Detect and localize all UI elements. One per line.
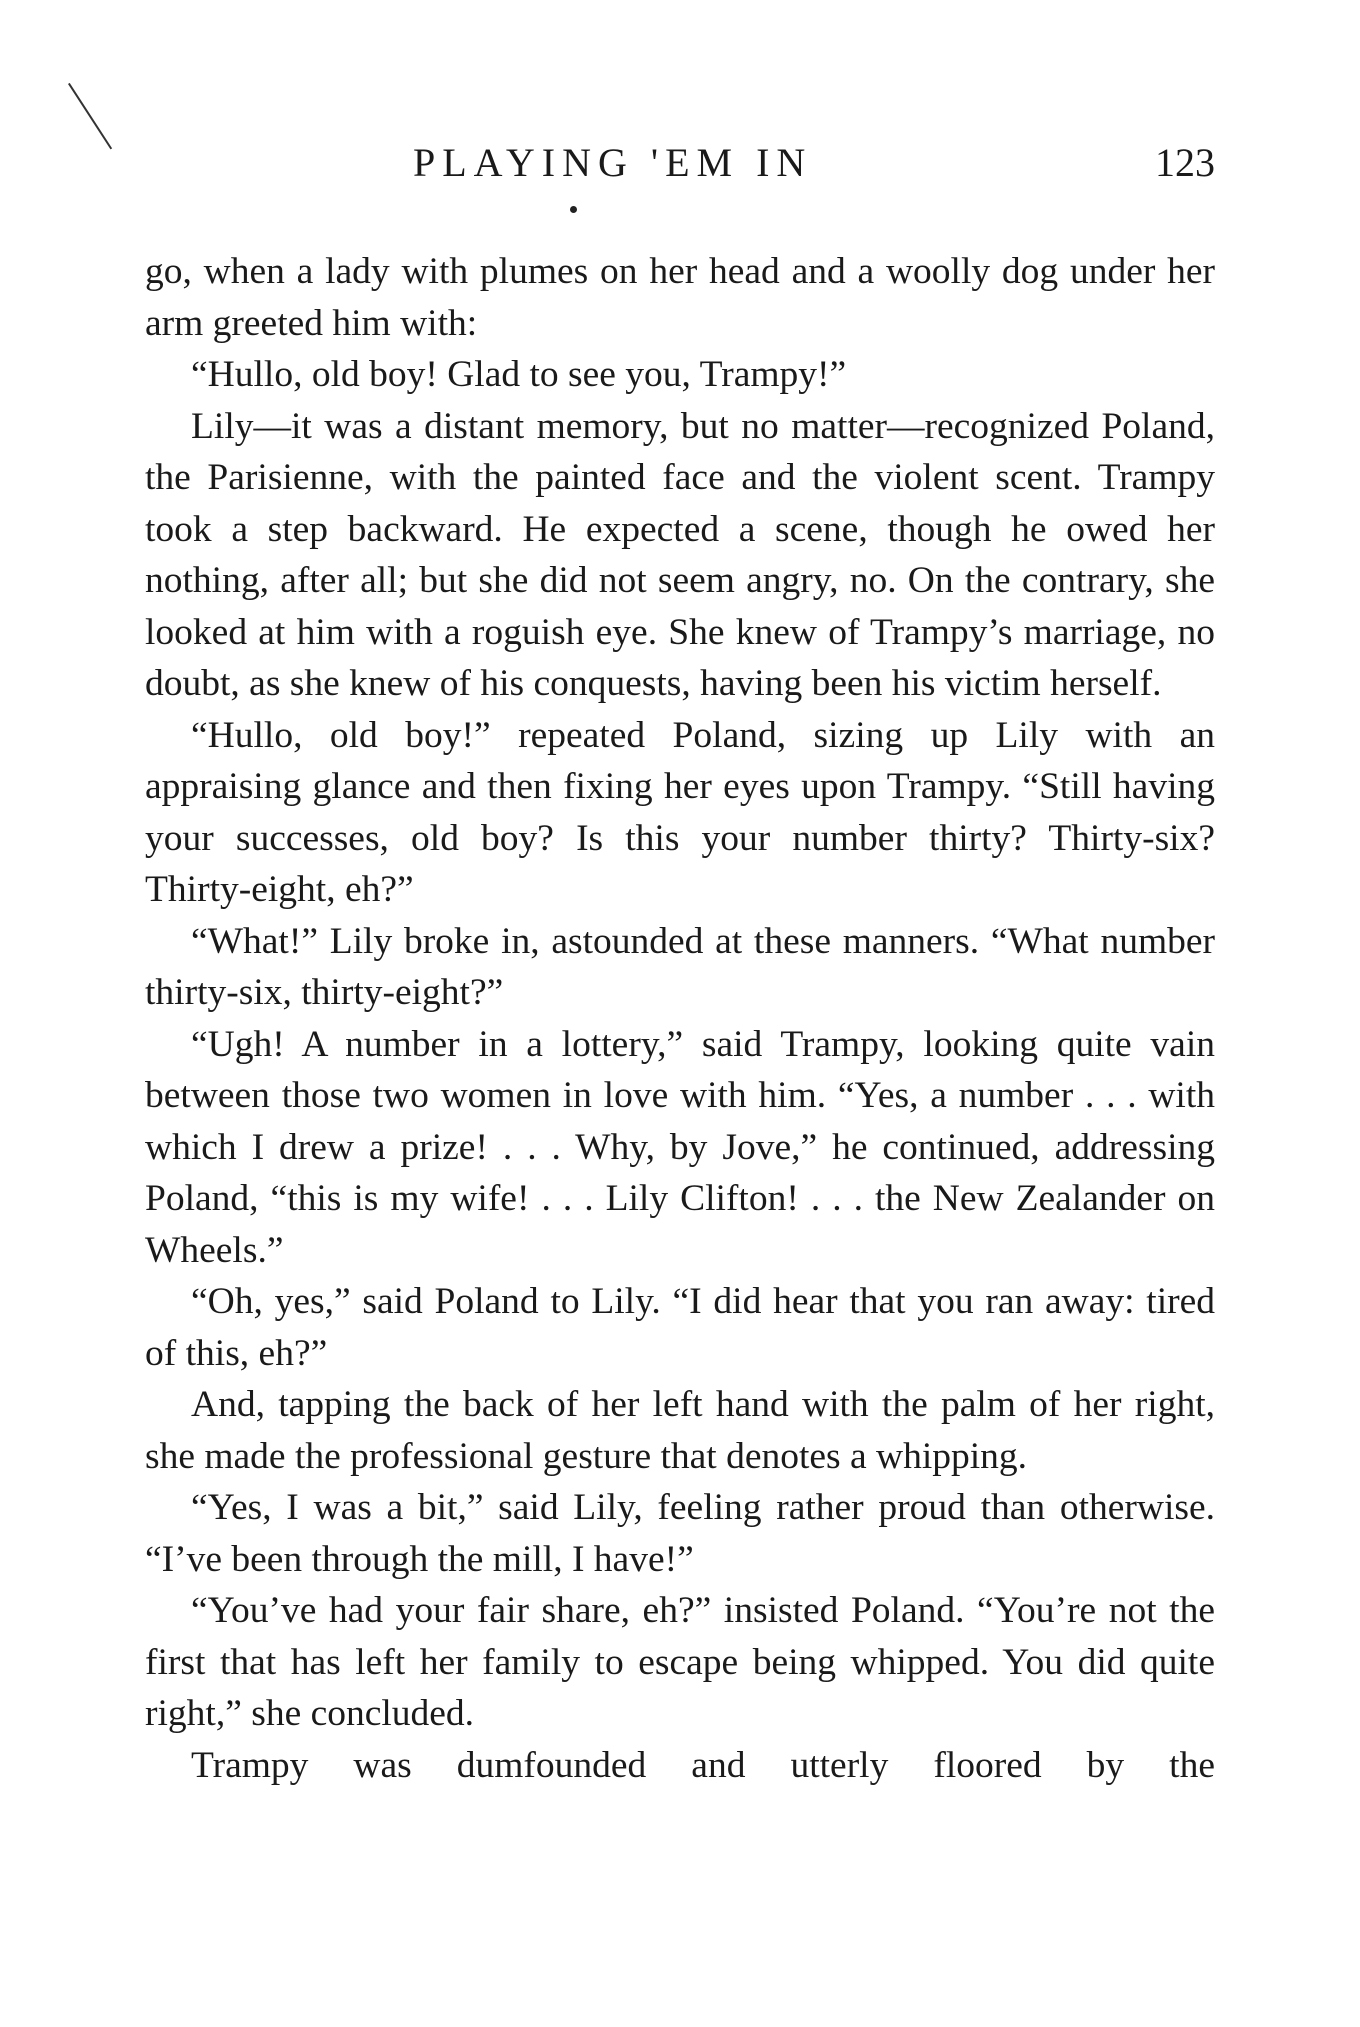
- paragraph: “Oh, yes,” said Poland to Lily. “I did hear that you ran away: tired of this, eh?”: [145, 1281, 1215, 1374]
- ink-speck: [570, 206, 577, 213]
- paragraph: “Yes, I was a bit,” said Lily, feeling rather proud than otherwise. “I’ve been through the mill, I have!”: [145, 1487, 1215, 1580]
- paragraph: go, when a lady with plumes on her head and a woolly dog under her arm greeted him with:: [145, 251, 1215, 344]
- running-title: PLAYING 'EM IN: [413, 140, 813, 185]
- margin-pencil-mark: [68, 83, 112, 150]
- page-header: [145, 138, 1215, 188]
- paragraph: “Hullo, old boy!” repeated Poland, sizing up Lily with an appraising glance and then fixing her eyes upon Trampy. “Still having your successes, old boy? Is this your number thirty? Thirty-six? Thirty-eight, eh?”: [145, 714, 1215, 910]
- paragraph: Lily—it was a distant memory, but no matter—recognized Poland, the Parisienne, with the painted face and the violent scent. Trampy took a step backward. He expected a scene, though he owed her nothing, after all; but she did not seem angry, no. On the contrary, she looked at him with a roguish eye. She knew of Trampy’s marriage, no doubt, as she knew of his conquests, having been his victim herself.: [145, 405, 1215, 704]
- paragraph: “You’ve had your fair share, eh?” insisted Poland. “You’re not the first that has left her family to escape being whipped. You did quite right,” she concluded.: [145, 1590, 1215, 1734]
- paragraph: And, tapping the back of her left hand with the palm of her right, she made the professional gesture that denotes a whipping.: [145, 1384, 1215, 1477]
- paragraph: “What!” Lily broke in, astounded at these manners. “What number thirty-six, thirty-eight?”: [145, 920, 1215, 1013]
- paragraph: “Hullo, old boy! Glad to see you, Trampy!”: [191, 354, 847, 395]
- paragraph: Trampy was dumfounded and utterly floored by the: [191, 1744, 1215, 1786]
- paragraph: “Ugh! A number in a lottery,” said Trampy, looking quite vain between those two women in love with him. “Yes, a number . . . with which I drew a prize! . . . Why, by Jove,” he continued, addressing Poland, “this is my wife! . . . Lily Clifton! . . . the New Zealander on Wheels.”: [145, 1023, 1215, 1271]
- page-number: 123: [1155, 140, 1215, 185]
- body-text: [145, 246, 1215, 1791]
